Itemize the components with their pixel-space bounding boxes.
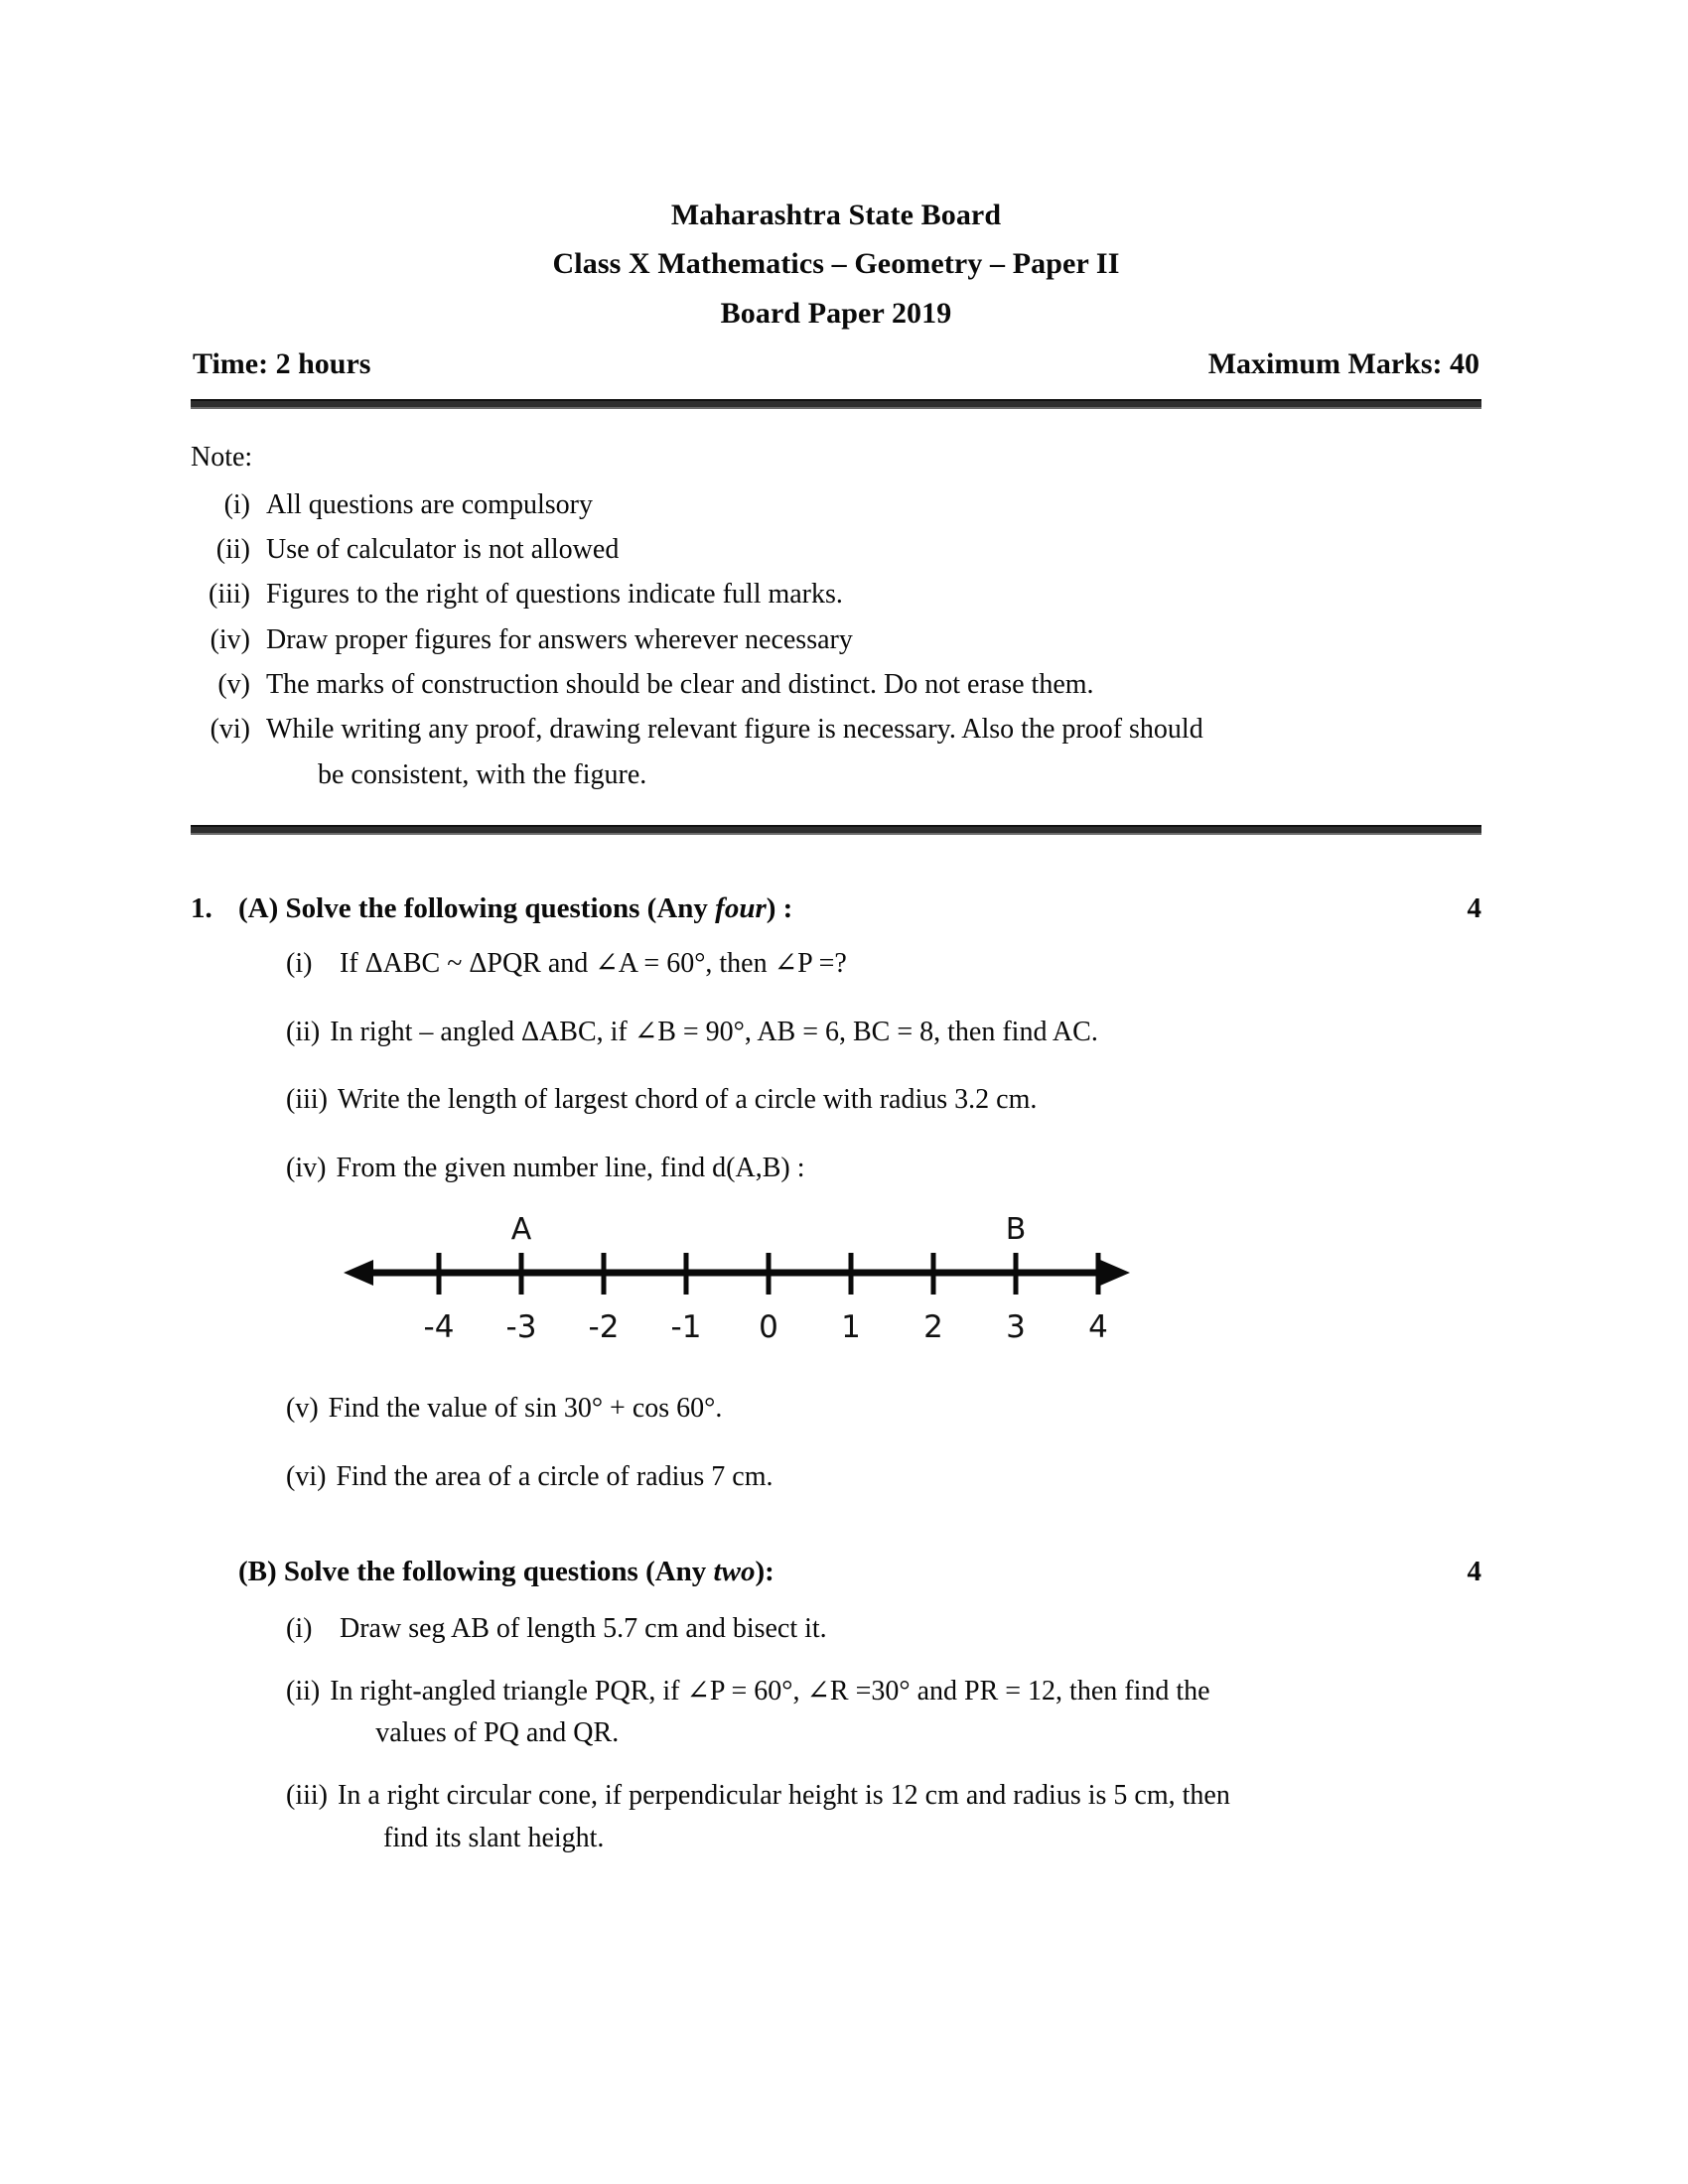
q1a-label-emphasis: four [715, 892, 767, 925]
header-divider [191, 399, 1481, 409]
number-line-tick-label: 4 [1088, 1309, 1108, 1346]
subquestion-item [191, 1456, 1481, 1499]
subquestion-line2: values of PQ and QR. [375, 1717, 620, 1749]
question-1b-label [238, 1556, 1468, 1588]
number-line-point-a: A [510, 1213, 532, 1248]
subquestion-item [191, 1608, 1481, 1651]
number-line-tick-label: -3 [505, 1309, 537, 1346]
subquestion-number: (iv) [286, 1152, 327, 1183]
subquestion-line2: find its slant height. [383, 1822, 605, 1853]
paper-content [191, 195, 1481, 1859]
note-item-number: (vi) [210, 714, 250, 746]
question-number: 1. [191, 892, 212, 925]
board-name: Maharashtra State Board [670, 199, 1002, 231]
q1a-label-post: ) : [766, 892, 793, 925]
number-line-point-b: B [1005, 1213, 1027, 1248]
question-1b-heading [191, 1556, 1481, 1588]
note-item [191, 482, 1481, 527]
subquestion-number: (ii) [286, 1675, 321, 1706]
note-section [191, 435, 1481, 835]
question-1a-label [238, 892, 1468, 925]
subquestion-text: If ΔABC ~ ΔPQR and ∠A = 60°, then ∠P =? [340, 948, 847, 980]
question-1a-subquestions [191, 943, 1481, 1498]
subquestion-item [191, 1775, 1481, 1859]
subquestion-item [191, 1079, 1481, 1122]
paper-header [191, 195, 1481, 409]
note-item [191, 527, 1481, 572]
q1a-label-pre: (A) Solve the following questions (Any [238, 892, 716, 925]
note-item-number: (iii) [209, 579, 250, 611]
subquestion-text: Find the area of a circle of radius 7 cm. [336, 1460, 774, 1492]
q1b-label-emphasis: two [713, 1556, 756, 1588]
question-1a-marks: 4 [1467, 892, 1481, 925]
subquestion-item [191, 943, 1481, 986]
number-line-tick-label: 0 [759, 1309, 778, 1346]
subquestion-text [330, 1671, 1481, 1755]
subject-title: Class X Mathematics – Geometry – Paper II [552, 247, 1120, 281]
subquestion-number: (vi) [286, 1460, 327, 1492]
subquestion-text: In right – angled ΔABC, if ∠B = 90°, AB = 6, BC = 8, then find AC. [330, 1016, 1098, 1047]
note-item [191, 662, 1481, 707]
note-item-line1: While writing any proof, drawing relevant figure is necessary. Also the proof should [266, 714, 1203, 746]
note-item-text [266, 707, 1481, 797]
subquestion-number: (iii) [286, 1084, 328, 1116]
subquestion-item [191, 1012, 1481, 1054]
exam-meta-row [191, 347, 1481, 381]
note-item [191, 572, 1481, 616]
subquestion-text [338, 1775, 1481, 1859]
note-item-text: Draw proper figures for answers wherever necessary [266, 623, 853, 655]
number-line-tick-label: -4 [423, 1309, 455, 1346]
arrow-left-icon [344, 1260, 373, 1286]
note-divider [191, 825, 1481, 835]
number-line-tick-label: -1 [670, 1309, 702, 1346]
number-line-tick-label: 3 [1006, 1309, 1026, 1346]
q1b-label-pre: (B) Solve the following questions (Any [238, 1556, 714, 1588]
subquestion-item [191, 1148, 1481, 1190]
maximum-marks: Maximum Marks: 40 [1207, 347, 1479, 381]
note-item-number: (i) [223, 488, 250, 520]
number-line-tick-label: -2 [588, 1309, 620, 1346]
note-item-text: Use of calculator is not allowed [266, 533, 620, 565]
subquestion-text: From the given number line, find d(A,B) : [336, 1152, 805, 1183]
subquestion-number: (v) [286, 1393, 319, 1425]
question-1-part-a [191, 892, 1481, 1498]
subquestion-line1: In right-angled triangle PQR, if ∠P = 60°, ∠R =30° and PR = 12, then find the [330, 1675, 1210, 1706]
note-item-text: All questions are compulsory [266, 488, 593, 520]
arrow-right-icon [1100, 1260, 1130, 1286]
q1b-label-post: ): [755, 1556, 774, 1588]
note-item [191, 617, 1481, 662]
question-1-part-b [191, 1556, 1481, 1859]
subquestion-line1: In a right circular cone, if perpendicular height is 12 cm and radius is 5 cm, then [338, 1779, 1230, 1811]
paper-title: Board Paper 2019 [720, 296, 952, 330]
note-item-number: (v) [217, 668, 250, 700]
note-item-number: (ii) [215, 533, 250, 565]
subquestion-text: Draw seg AB of length 5.7 cm and bisect it. [340, 1613, 827, 1645]
subquestion-number: (i) [286, 1613, 313, 1645]
note-item-text: Figures to the right of questions indicate full marks. [266, 579, 843, 611]
note-title: Note: [191, 442, 253, 474]
question-1b-marks: 4 [1467, 1556, 1481, 1588]
number-line-svg [340, 1213, 1134, 1362]
question-1b-subquestions [191, 1608, 1481, 1859]
time-allowed: Time: 2 hours [193, 347, 371, 381]
number-line-tick-label: 2 [923, 1309, 943, 1346]
subquestion-text: Find the value of sin 30° + cos 60°. [328, 1393, 723, 1425]
subquestion-number: (ii) [286, 1016, 321, 1047]
subquestion-number: (iii) [286, 1779, 328, 1811]
subquestion-number: (i) [286, 948, 313, 980]
subquestion-item [191, 1388, 1481, 1431]
number-line-tick-label: 1 [841, 1309, 861, 1346]
subquestion-item [191, 1671, 1481, 1755]
question-1a-heading [191, 892, 1481, 925]
subquestion-text: Write the length of largest chord of a circle with radius 3.2 cm. [338, 1084, 1038, 1116]
note-item [191, 707, 1481, 797]
note-item-text: The marks of construction should be clear and distinct. Do not erase them. [266, 668, 1094, 700]
note-item-number: (iv) [210, 623, 250, 655]
note-item-line2: be consistent, with the figure. [318, 758, 647, 790]
number-line-figure [191, 1213, 1481, 1362]
